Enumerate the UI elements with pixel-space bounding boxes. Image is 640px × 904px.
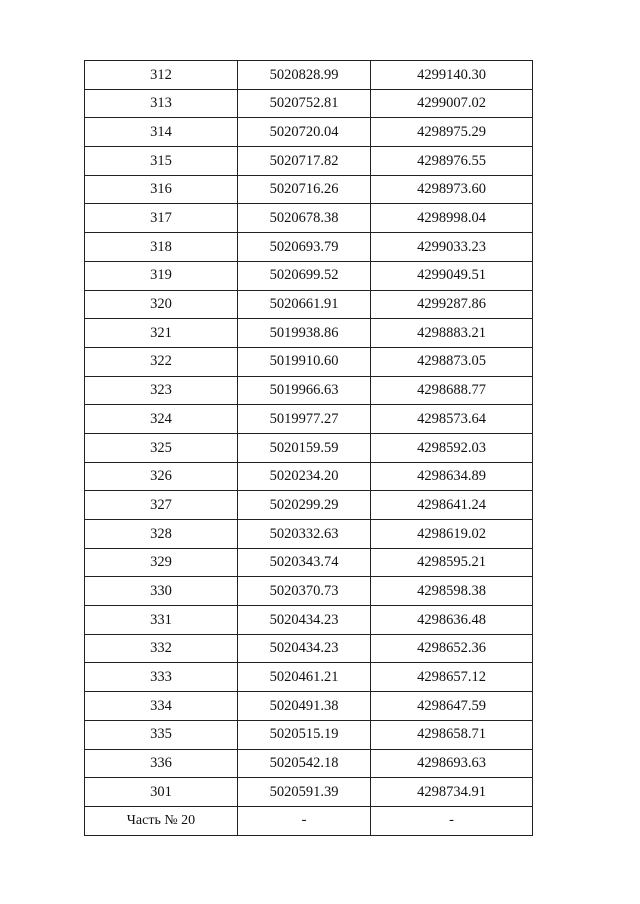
y-coordinate-cell: 4298652.36 bbox=[371, 634, 533, 663]
y-coordinate-cell: 4299033.23 bbox=[371, 233, 533, 262]
table-row bbox=[85, 634, 533, 663]
x-coordinate-cell: 5020591.39 bbox=[238, 778, 371, 807]
table-row bbox=[85, 61, 533, 90]
point-number-cell: 331 bbox=[85, 606, 238, 635]
x-coordinate-cell: 5020699.52 bbox=[238, 261, 371, 290]
y-coordinate-cell: 4298873.05 bbox=[371, 347, 533, 376]
table-row bbox=[85, 290, 533, 319]
y-coordinate-cell: 4298592.03 bbox=[371, 433, 533, 462]
point-number-cell: 317 bbox=[85, 204, 238, 233]
table-row bbox=[85, 118, 533, 147]
y-coordinate-cell: 4298573.64 bbox=[371, 405, 533, 434]
table-row bbox=[85, 233, 533, 262]
point-number-cell: 323 bbox=[85, 376, 238, 405]
table-row bbox=[85, 606, 533, 635]
point-number-cell: 328 bbox=[85, 520, 238, 549]
point-number-cell: 320 bbox=[85, 290, 238, 319]
table-row bbox=[85, 462, 533, 491]
section-label-cell: Часть № 20 bbox=[85, 806, 238, 835]
section-x-cell: - bbox=[238, 806, 371, 835]
x-coordinate-cell: 5020434.23 bbox=[238, 634, 371, 663]
y-coordinate-cell: 4298647.59 bbox=[371, 692, 533, 721]
y-coordinate-cell: 4298734.91 bbox=[371, 778, 533, 807]
y-coordinate-cell: 4298975.29 bbox=[371, 118, 533, 147]
x-coordinate-cell: 5020434.23 bbox=[238, 606, 371, 635]
x-coordinate-cell: 5020159.59 bbox=[238, 433, 371, 462]
table-row bbox=[85, 491, 533, 520]
table-row bbox=[85, 720, 533, 749]
y-coordinate-cell: 4298619.02 bbox=[371, 520, 533, 549]
table-row bbox=[85, 548, 533, 577]
point-number-cell: 301 bbox=[85, 778, 238, 807]
point-number-cell: 315 bbox=[85, 147, 238, 176]
point-number-cell: 329 bbox=[85, 548, 238, 577]
point-number-cell: 332 bbox=[85, 634, 238, 663]
coordinates-table-body bbox=[85, 61, 533, 836]
x-coordinate-cell: 5020491.38 bbox=[238, 692, 371, 721]
x-coordinate-cell: 5020234.20 bbox=[238, 462, 371, 491]
point-number-cell: 316 bbox=[85, 175, 238, 204]
point-number-cell: 324 bbox=[85, 405, 238, 434]
point-number-cell: 313 bbox=[85, 89, 238, 118]
x-coordinate-cell: 5020299.29 bbox=[238, 491, 371, 520]
y-coordinate-cell: 4299049.51 bbox=[371, 261, 533, 290]
y-coordinate-cell: 4298641.24 bbox=[371, 491, 533, 520]
table-row bbox=[85, 692, 533, 721]
y-coordinate-cell: 4298688.77 bbox=[371, 376, 533, 405]
x-coordinate-cell: 5020752.81 bbox=[238, 89, 371, 118]
table-row bbox=[85, 663, 533, 692]
table-row bbox=[85, 749, 533, 778]
x-coordinate-cell: 5019938.86 bbox=[238, 319, 371, 348]
x-coordinate-cell: 5019966.63 bbox=[238, 376, 371, 405]
y-coordinate-cell: 4298976.55 bbox=[371, 147, 533, 176]
table-row bbox=[85, 319, 533, 348]
point-number-cell: 333 bbox=[85, 663, 238, 692]
section-y-cell: - bbox=[371, 806, 533, 835]
table-row bbox=[85, 520, 533, 549]
coordinates-table bbox=[84, 60, 533, 836]
table-row bbox=[85, 577, 533, 606]
point-number-cell: 314 bbox=[85, 118, 238, 147]
y-coordinate-cell: 4298693.63 bbox=[371, 749, 533, 778]
x-coordinate-cell: 5020343.74 bbox=[238, 548, 371, 577]
y-coordinate-cell: 4298634.89 bbox=[371, 462, 533, 491]
y-coordinate-cell: 4299007.02 bbox=[371, 89, 533, 118]
point-number-cell: 312 bbox=[85, 61, 238, 90]
y-coordinate-cell: 4299287.86 bbox=[371, 290, 533, 319]
table-row bbox=[85, 89, 533, 118]
y-coordinate-cell: 4298598.38 bbox=[371, 577, 533, 606]
table-row bbox=[85, 405, 533, 434]
y-coordinate-cell: 4298883.21 bbox=[371, 319, 533, 348]
x-coordinate-cell: 5020542.18 bbox=[238, 749, 371, 778]
y-coordinate-cell: 4298636.48 bbox=[371, 606, 533, 635]
x-coordinate-cell: 5020693.79 bbox=[238, 233, 371, 262]
point-number-cell: 318 bbox=[85, 233, 238, 262]
y-coordinate-cell: 4298657.12 bbox=[371, 663, 533, 692]
x-coordinate-cell: 5019977.27 bbox=[238, 405, 371, 434]
point-number-cell: 334 bbox=[85, 692, 238, 721]
table-row bbox=[85, 376, 533, 405]
section-row bbox=[85, 806, 533, 835]
point-number-cell: 327 bbox=[85, 491, 238, 520]
table-row bbox=[85, 261, 533, 290]
x-coordinate-cell: 5020828.99 bbox=[238, 61, 371, 90]
point-number-cell: 321 bbox=[85, 319, 238, 348]
point-number-cell: 335 bbox=[85, 720, 238, 749]
point-number-cell: 325 bbox=[85, 433, 238, 462]
y-coordinate-cell: 4299140.30 bbox=[371, 61, 533, 90]
table-row bbox=[85, 347, 533, 376]
table-row bbox=[85, 204, 533, 233]
y-coordinate-cell: 4298658.71 bbox=[371, 720, 533, 749]
x-coordinate-cell: 5020461.21 bbox=[238, 663, 371, 692]
point-number-cell: 319 bbox=[85, 261, 238, 290]
point-number-cell: 326 bbox=[85, 462, 238, 491]
point-number-cell: 322 bbox=[85, 347, 238, 376]
x-coordinate-cell: 5020717.82 bbox=[238, 147, 371, 176]
point-number-cell: 330 bbox=[85, 577, 238, 606]
x-coordinate-cell: 5020716.26 bbox=[238, 175, 371, 204]
table-row bbox=[85, 778, 533, 807]
point-number-cell: 336 bbox=[85, 749, 238, 778]
x-coordinate-cell: 5020661.91 bbox=[238, 290, 371, 319]
x-coordinate-cell: 5020678.38 bbox=[238, 204, 371, 233]
y-coordinate-cell: 4298998.04 bbox=[371, 204, 533, 233]
y-coordinate-cell: 4298595.21 bbox=[371, 548, 533, 577]
x-coordinate-cell: 5020720.04 bbox=[238, 118, 371, 147]
table-row bbox=[85, 175, 533, 204]
table-row bbox=[85, 433, 533, 462]
table-row bbox=[85, 147, 533, 176]
x-coordinate-cell: 5020515.19 bbox=[238, 720, 371, 749]
x-coordinate-cell: 5019910.60 bbox=[238, 347, 371, 376]
x-coordinate-cell: 5020370.73 bbox=[238, 577, 371, 606]
x-coordinate-cell: 5020332.63 bbox=[238, 520, 371, 549]
y-coordinate-cell: 4298973.60 bbox=[371, 175, 533, 204]
